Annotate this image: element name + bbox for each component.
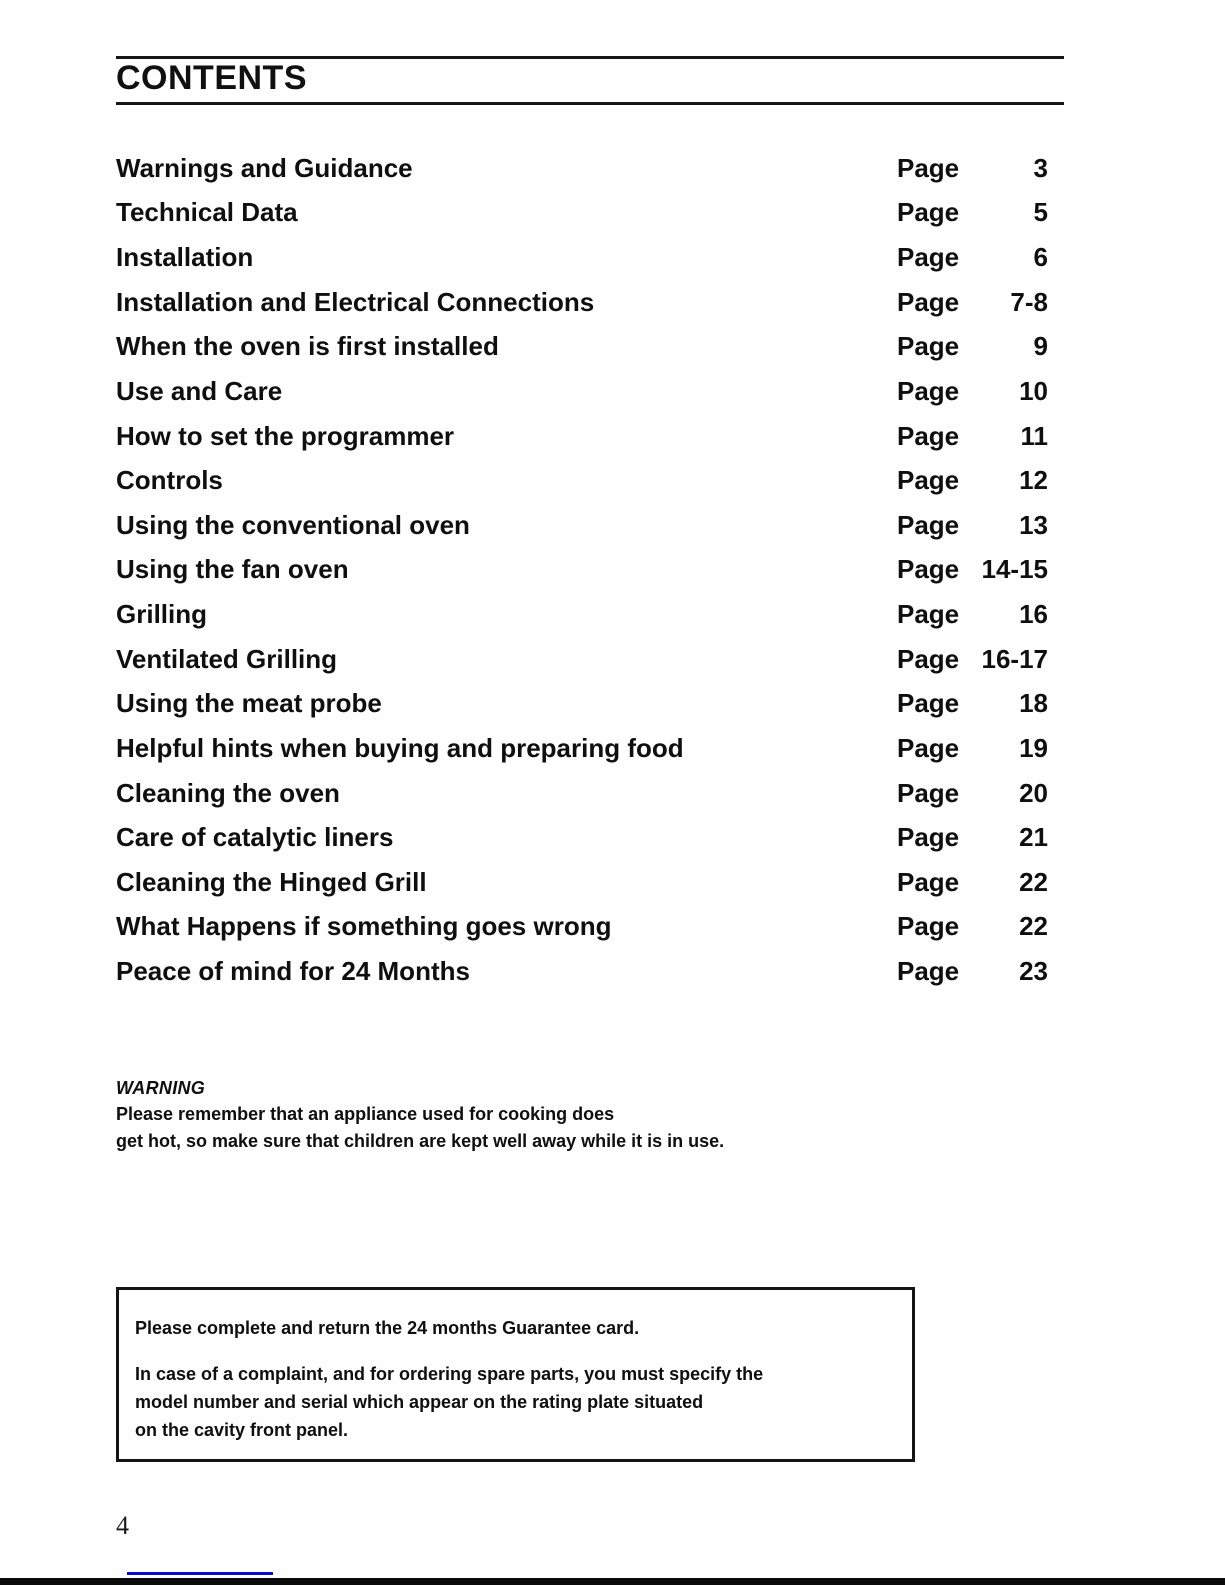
toc-item-label: Cleaning the Hinged Grill bbox=[116, 866, 427, 897]
toc-row bbox=[116, 548, 1048, 593]
footer-blue-line bbox=[127, 1572, 273, 1575]
toc-item-label: Cleaning the oven bbox=[116, 777, 340, 808]
toc-page-group bbox=[897, 688, 1048, 719]
warning-heading: WARNING bbox=[116, 1078, 206, 1098]
toc-row bbox=[116, 860, 1048, 905]
toc-page-group bbox=[897, 510, 1048, 541]
warning-text-line-1: Please remember that an appliance used for cooking does bbox=[116, 1104, 615, 1124]
toc-item-label: Technical Data bbox=[116, 197, 298, 228]
toc-page-word: Page bbox=[897, 911, 960, 942]
table-of-contents bbox=[116, 146, 1048, 994]
toc-page-word: Page bbox=[897, 956, 960, 987]
toc-item-label: Using the meat probe bbox=[116, 688, 382, 719]
toc-page-word: Page bbox=[897, 509, 960, 540]
guarantee-line-1: Please complete and return the 24 months Guarantee card. bbox=[135, 1318, 640, 1338]
toc-item-label: What Happens if something goes wrong bbox=[116, 911, 612, 942]
toc-page-number: 22 bbox=[1019, 866, 1048, 897]
toc-page-group bbox=[897, 778, 1048, 809]
footer-scan-edge-bar bbox=[0, 1578, 1225, 1585]
toc-page-group bbox=[897, 644, 1048, 675]
toc-page-group bbox=[897, 287, 1048, 318]
warning-text-line-2: get hot, so make sure that children are kept well away while it is in use. bbox=[116, 1131, 725, 1151]
toc-item-label: Use and Care bbox=[116, 375, 283, 406]
toc-page-number: 9 bbox=[1033, 331, 1048, 362]
toc-item-label: Controls bbox=[116, 465, 223, 496]
toc-item-label: Grilling bbox=[116, 599, 207, 630]
toc-item-label: Installation bbox=[116, 242, 254, 273]
toc-page-group bbox=[897, 331, 1048, 362]
toc-page-group bbox=[897, 554, 1048, 585]
toc-page-word: Page bbox=[897, 554, 960, 585]
toc-page-group bbox=[897, 465, 1048, 496]
toc-page-word: Page bbox=[897, 688, 960, 719]
toc-page-group bbox=[897, 153, 1048, 184]
toc-page-word: Page bbox=[897, 599, 960, 630]
toc-page-word: Page bbox=[897, 643, 960, 674]
toc-page-group bbox=[897, 867, 1048, 898]
toc-page-number: 22 bbox=[1019, 911, 1048, 942]
toc-page-word: Page bbox=[897, 242, 960, 273]
toc-page-number: 7-8 bbox=[1010, 286, 1048, 317]
toc-item-label: Care of catalytic liners bbox=[116, 822, 394, 853]
guarantee-paragraph bbox=[135, 1360, 896, 1444]
guarantee-box bbox=[116, 1287, 915, 1462]
toc-page-word: Page bbox=[897, 465, 960, 496]
toc-page-word: Page bbox=[897, 420, 960, 451]
toc-page-group bbox=[897, 822, 1048, 853]
page-number: 4 bbox=[116, 1511, 129, 1540]
toc-page-group bbox=[897, 956, 1048, 987]
toc-row bbox=[116, 726, 1048, 771]
toc-page-number: 6 bbox=[1033, 242, 1048, 273]
toc-page-number: 16 bbox=[1019, 599, 1048, 630]
toc-row bbox=[116, 280, 1048, 325]
guarantee-para-line-2: model number and serial which appear on the rating plate situated bbox=[135, 1392, 704, 1412]
toc-page-word: Page bbox=[897, 152, 960, 183]
title-rule-bottom bbox=[116, 102, 1064, 105]
toc-page-group bbox=[897, 197, 1048, 228]
toc-page-group bbox=[897, 599, 1048, 630]
toc-row bbox=[116, 771, 1048, 816]
toc-item-label: Using the conventional oven bbox=[116, 509, 470, 540]
toc-row bbox=[116, 815, 1048, 860]
toc-row bbox=[116, 503, 1048, 548]
toc-page-group bbox=[897, 242, 1048, 273]
toc-row bbox=[116, 682, 1048, 727]
toc-row bbox=[116, 414, 1048, 459]
toc-page-word: Page bbox=[897, 777, 960, 808]
toc-page-number: 20 bbox=[1019, 777, 1048, 808]
toc-row bbox=[116, 592, 1048, 637]
toc-row bbox=[116, 325, 1048, 370]
toc-page-word: Page bbox=[897, 375, 960, 406]
toc-page-number: 18 bbox=[1019, 688, 1048, 719]
toc-page-number: 5 bbox=[1033, 197, 1048, 228]
toc-item-label: Installation and Electrical Connections bbox=[116, 286, 595, 317]
toc-page-word: Page bbox=[897, 822, 960, 853]
toc-page-number: 16-17 bbox=[981, 643, 1048, 674]
toc-row bbox=[116, 191, 1048, 236]
toc-page-word: Page bbox=[897, 286, 960, 317]
toc-item-label: Helpful hints when buying and preparing food bbox=[116, 732, 684, 763]
toc-item-label: Using the fan oven bbox=[116, 554, 349, 585]
toc-page-group bbox=[897, 733, 1048, 764]
guarantee-para-line-1: In case of a complaint, and for ordering spare parts, you must specify the bbox=[135, 1364, 764, 1384]
toc-row bbox=[116, 369, 1048, 414]
warning-note bbox=[116, 1075, 816, 1155]
toc-page-number: 14-15 bbox=[981, 554, 1048, 585]
toc-page-number: 10 bbox=[1019, 375, 1048, 406]
toc-row bbox=[116, 949, 1048, 994]
toc-row bbox=[116, 637, 1048, 682]
toc-page-number: 3 bbox=[1033, 152, 1048, 183]
toc-page-group bbox=[897, 911, 1048, 942]
toc-page-number: 23 bbox=[1019, 956, 1048, 987]
toc-page-number: 11 bbox=[1020, 420, 1048, 451]
toc-page-number: 21 bbox=[1019, 822, 1048, 853]
toc-page-number: 13 bbox=[1019, 509, 1048, 540]
toc-page-word: Page bbox=[897, 331, 960, 362]
toc-page-group bbox=[897, 421, 1048, 452]
toc-page-word: Page bbox=[897, 866, 960, 897]
toc-row bbox=[116, 146, 1048, 191]
toc-item-label: Peace of mind for 24 Months bbox=[116, 956, 470, 987]
toc-page-number: 12 bbox=[1019, 465, 1048, 496]
toc-page-word: Page bbox=[897, 197, 960, 228]
toc-item-label: When the oven is first installed bbox=[116, 331, 499, 362]
toc-page-number: 19 bbox=[1019, 732, 1048, 763]
toc-row bbox=[116, 458, 1048, 503]
page-title: CONTENTS bbox=[116, 59, 307, 97]
toc-item-label: How to set the programmer bbox=[116, 420, 455, 451]
toc-page-word: Page bbox=[897, 732, 960, 763]
toc-item-label: Warnings and Guidance bbox=[116, 152, 413, 183]
guarantee-para-line-3: on the cavity front panel. bbox=[135, 1420, 349, 1440]
toc-item-label: Ventilated Grilling bbox=[116, 643, 338, 674]
toc-row bbox=[116, 905, 1048, 950]
toc-page-group bbox=[897, 376, 1048, 407]
toc-row bbox=[116, 235, 1048, 280]
